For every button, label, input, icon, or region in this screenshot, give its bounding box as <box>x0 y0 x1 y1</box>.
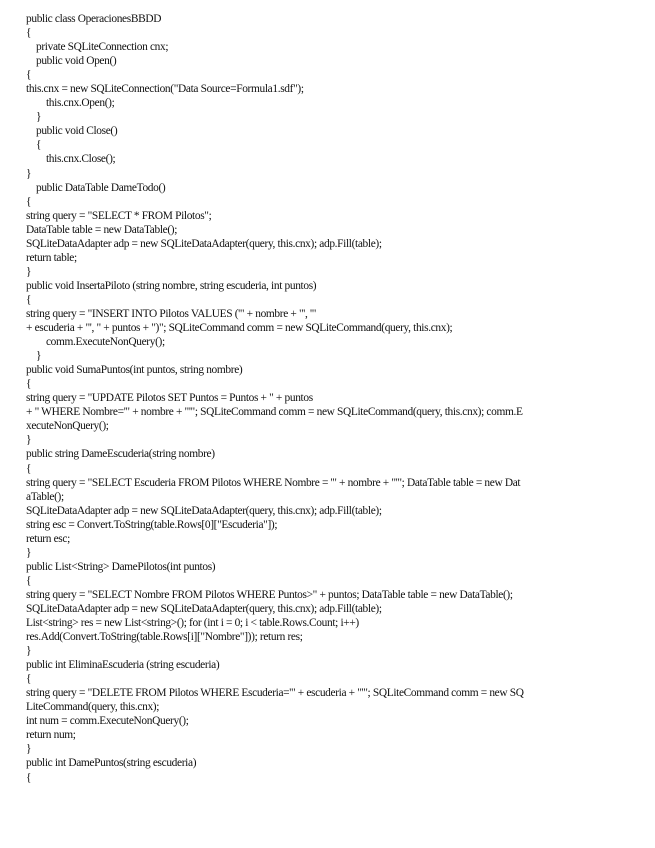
code-line: } <box>26 111 42 124</box>
code-line: this.cnx.Close(); <box>26 153 116 166</box>
code-line: { <box>26 195 32 208</box>
code-line: } <box>26 167 32 180</box>
code-line: public void InsertaPiloto (string nombre, string escuderia, int puntos) <box>26 279 317 292</box>
code-line: public class OperacionesBBDD <box>26 13 162 25</box>
code-line: LiteCommand(query, this.cnx); <box>26 701 160 714</box>
code-line: this.cnx.Open(); <box>26 97 115 110</box>
code-line: List<string> res = new List<string>(); for (int i = 0; i < table.Rows.Count; i++) <box>26 617 359 630</box>
code-line: public int EliminaEscuderia (string escuderia) <box>26 659 220 672</box>
code-line: public string DameEscuderia(string nombre) <box>26 448 215 461</box>
code-line: xecuteNonQuery(); <box>26 420 109 433</box>
code-line: { <box>26 673 32 686</box>
code-line: } <box>26 350 42 363</box>
code-line: { <box>26 771 32 784</box>
code-line: SQLiteDataAdapter adp = new SQLiteDataAdapter(query, this.cnx); adp.Fill(table); <box>26 504 382 517</box>
code-line: { <box>26 69 32 82</box>
code-line: { <box>26 27 32 40</box>
code-line: this.cnx = new SQLiteConnection("Data Source=Formula1.sdf"); <box>26 83 304 96</box>
code-line: string query = "SELECT Escuderia FROM Pilotos WHERE Nombre = '" + nombre + "'"; DataTable table = new Dat <box>26 476 521 489</box>
code-line: private SQLiteConnection cnx; <box>26 41 169 54</box>
code-line: } <box>26 645 32 658</box>
code-line: } <box>26 546 32 559</box>
code-line: public void Open() <box>26 55 117 68</box>
code-line: int num = comm.ExecuteNonQuery(); <box>26 715 189 728</box>
code-line: } <box>26 434 32 447</box>
code-line: string query = "DELETE FROM Pilotos WHERE Escuderia='" + escuderia + "'"; SQLiteCommand comm = new SQ <box>26 687 524 700</box>
code-line: public DataTable DameTodo() <box>26 181 166 194</box>
code-line: public int DamePuntos(string escuderia) <box>26 757 197 770</box>
code-line: SQLiteDataAdapter adp = new SQLiteDataAdapter(query, this.cnx); adp.Fill(table); <box>26 237 382 250</box>
code-line: aTable(); <box>26 490 64 503</box>
code-line: DataTable table = new DataTable(); <box>26 223 178 236</box>
code-line: res.Add(Convert.ToString(table.Rows[i]["Nombre"])); return res; <box>26 631 303 644</box>
code-line: { <box>26 574 32 587</box>
code-line: public void Close() <box>26 125 118 138</box>
code-line: string query = "UPDATE Pilotos SET Puntos = Puntos + " + puntos <box>26 392 313 405</box>
code-line: comm.ExecuteNonQuery(); <box>26 336 165 349</box>
code-line: return table; <box>26 251 77 264</box>
code-line: { <box>26 462 32 475</box>
code-line: string query = "INSERT INTO Pilotos VALUES ('" + nombre + "', '" <box>26 307 316 320</box>
code-line: public void SumaPuntos(int puntos, string nombre) <box>26 364 243 377</box>
code-line: { <box>26 293 32 306</box>
code-line: string query = "SELECT * FROM Pilotos"; <box>26 209 212 222</box>
code-line: string esc = Convert.ToString(table.Rows[0]["Escuderia"]); <box>26 518 278 531</box>
code-line: } <box>26 743 32 756</box>
code-line: } <box>26 265 32 278</box>
code-line: string query = "SELECT Nombre FROM Pilotos WHERE Puntos>" + puntos; DataTable table = new DataTable(); <box>26 588 513 601</box>
code-line: + " WHERE Nombre='" + nombre + "'"; SQLiteCommand comm = new SQLiteCommand(query, this.cnx); comm.E <box>26 406 523 419</box>
code-line: { <box>26 378 32 391</box>
code-listing <box>26 12 632 785</box>
code-line: { <box>26 139 42 152</box>
code-line: SQLiteDataAdapter adp = new SQLiteDataAdapter(query, this.cnx); adp.Fill(table); <box>26 602 382 615</box>
code-line: return esc; <box>26 532 70 545</box>
code-line: public List<String> DamePilotos(int puntos) <box>26 560 216 573</box>
code-line: + escuderia + "', " + puntos + ")"; SQLiteCommand comm = new SQLiteCommand(query, this.cnx); <box>26 322 453 335</box>
code-line: return num; <box>26 729 76 742</box>
